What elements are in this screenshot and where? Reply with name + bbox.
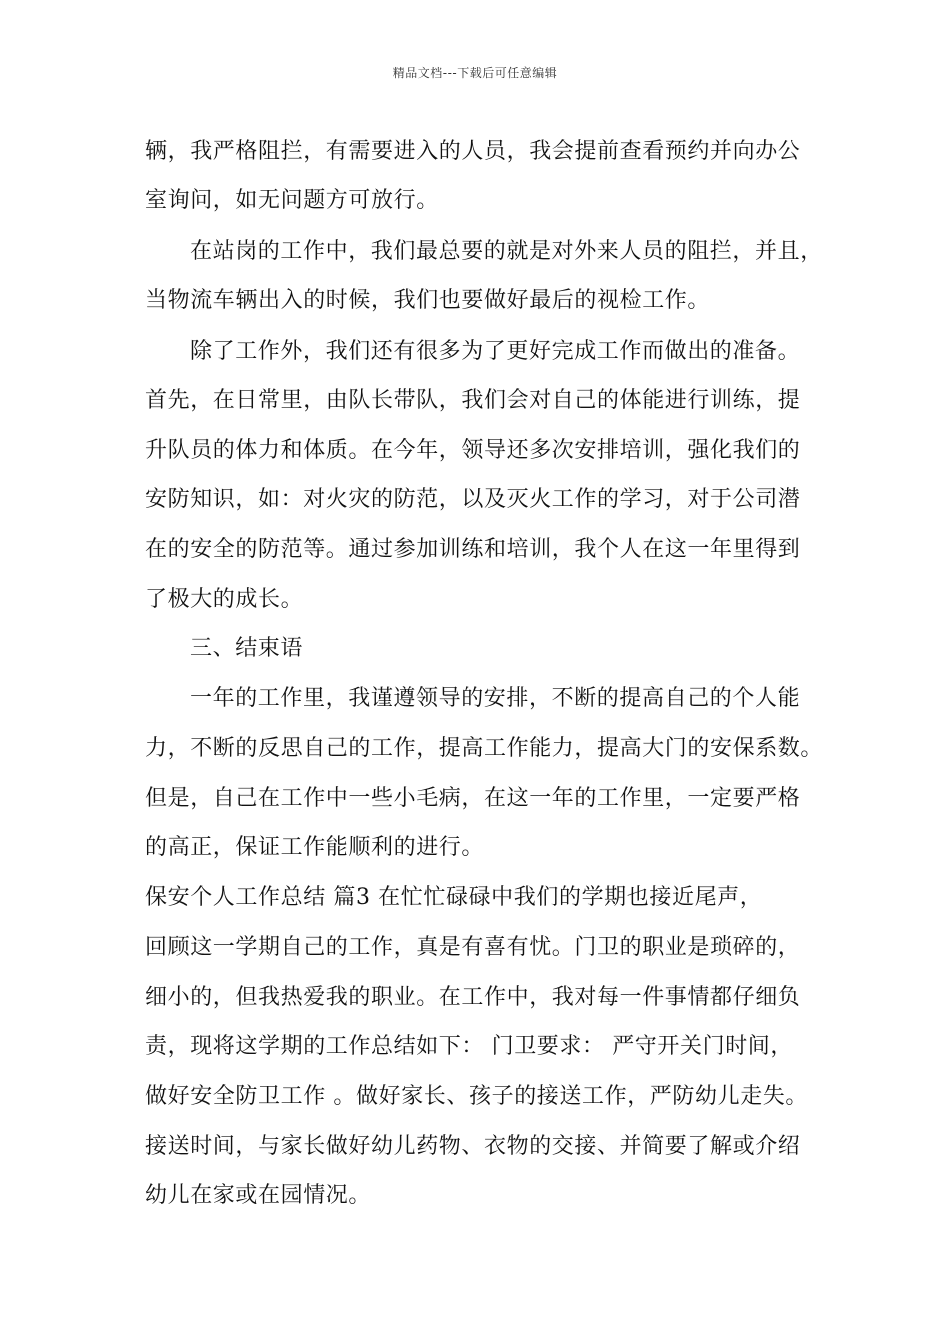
text-line: 但是，自己在工作中一些小毛病，在这一年的工作里，一定要严格 (145, 786, 801, 811)
text-line: 除了工作外，我们还有很多为了更好完成工作而做出的准备。 (190, 339, 801, 364)
page-header: 精品文档---下载后可任意编辑 (392, 66, 558, 80)
text-line: 做好安全防卫工作 。做好家长、孩子的接送工作，严防幼儿走失。 (145, 1084, 808, 1109)
text-line: 在的安全的防范等。通过参加训练和培训，我个人在这一年里得到 (145, 537, 801, 562)
text-line: 首先，在日常里，由队长带队，我们会对自己的体能进行训练，提 (145, 388, 801, 413)
text-line: 升队员的体力和体质。在今年，领导还多次安排培训，强化我们的 (145, 438, 801, 463)
text-line: 在站岗的工作中，我们最总要的就是对外来人员的阻拦，并且， (190, 239, 823, 264)
article-title-line: 保安个人工作总结 篇3 在忙忙碌碌中我们的学期也接近尾声， (145, 885, 763, 910)
text-line: 力，不断的反思自己的工作，提高工作能力，提高大门的安保系数。 (145, 736, 824, 761)
text-line: 了极大的成长。 (145, 587, 304, 612)
text-line: 当物流车辆出入的时候，我们也要做好最后的视检工作。 (145, 288, 711, 313)
text-line: 细小的，但我热爱我的职业。在工作中，我对每一件事情都仔细负 (145, 985, 801, 1010)
text-line: 安防知识，如：对火灾的防范，以及灭火工作的学习，对于公司潜 (145, 487, 801, 512)
text-line: 接送时间，与家长做好幼儿药物、衣物的交接、并简要了解或介绍 (145, 1134, 801, 1159)
text-line: 室询问，如无问题方可放行。 (145, 188, 439, 213)
text-line: 责，现将这学期的工作总结如下： 门卫要求： 严守开关门时间， (145, 1034, 793, 1059)
text-line: 辆，我严格阻拦，有需要进入的人员，我会提前查看预约并向办公 (145, 139, 801, 164)
text-line: 回顾这一学期自己的工作，真是有喜有忧。门卫的职业是琐碎的， (145, 935, 801, 960)
text-line: 的高正，保证工作能顺利的进行。 (145, 835, 485, 860)
text-line: 一年的工作里，我谨遵领导的安排，不断的提高自己的个人能 (190, 686, 801, 711)
section-heading: 三、结束语 (190, 636, 304, 661)
text-line: 幼儿在家或在园情况。 (145, 1183, 372, 1208)
